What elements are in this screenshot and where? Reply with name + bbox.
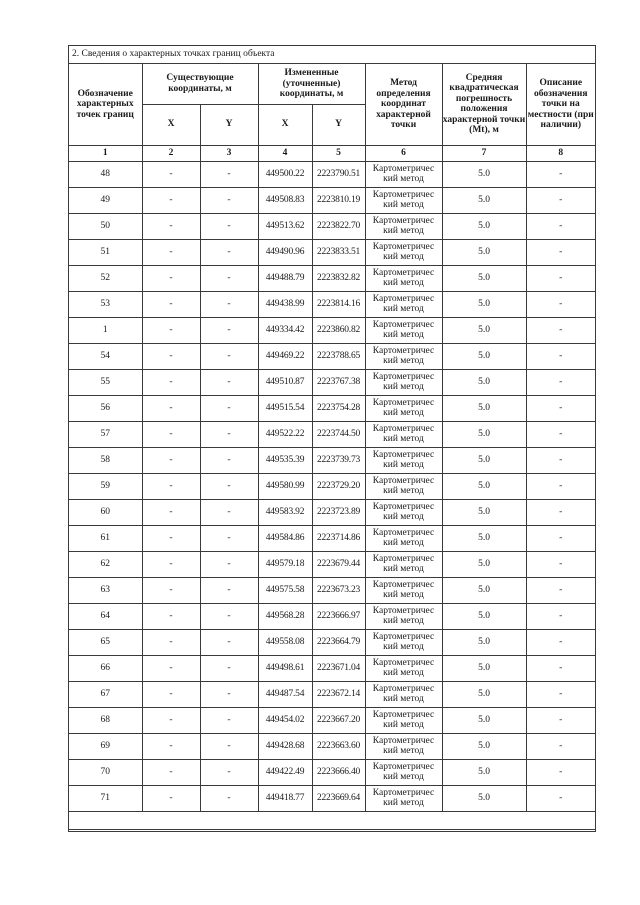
method-cell: Картометричес кий метод <box>365 473 442 499</box>
error-cell: 5.0 <box>442 577 526 603</box>
point-id-cell: 53 <box>69 291 142 317</box>
method-cell: Картометричес кий метод <box>365 577 442 603</box>
existing-x-cell: - <box>142 187 200 213</box>
changed-y-cell: 2223860.82 <box>312 317 365 343</box>
method-cell: Картометричес кий метод <box>365 447 442 473</box>
table-row <box>69 785 595 811</box>
changed-x-cell: 449428.68 <box>258 733 312 759</box>
changed-x-cell: 449454.02 <box>258 707 312 733</box>
existing-y-cell: - <box>200 317 258 343</box>
existing-y-cell: - <box>200 447 258 473</box>
method-cell: Картометричес кий метод <box>365 239 442 265</box>
changed-y-cell: 2223822.70 <box>312 213 365 239</box>
changed-y-cell: 2223739.73 <box>312 447 365 473</box>
table-row <box>69 187 595 213</box>
method-cell: Картометричес кий метод <box>365 161 442 187</box>
changed-y-cell: 2223673.23 <box>312 577 365 603</box>
existing-x-cell: - <box>142 655 200 681</box>
table-row <box>69 577 595 603</box>
point-id-cell: 54 <box>69 343 142 369</box>
existing-y-cell: - <box>200 265 258 291</box>
changed-x-cell: 449575.58 <box>258 577 312 603</box>
existing-x-cell: - <box>142 525 200 551</box>
header-method: Метод определения координат характерной точки <box>365 64 442 145</box>
changed-y-cell: 2223664.79 <box>312 629 365 655</box>
existing-y-cell: - <box>200 681 258 707</box>
changed-y-cell: 2223814.16 <box>312 291 365 317</box>
changed-x-cell: 449488.79 <box>258 265 312 291</box>
error-cell: 5.0 <box>442 447 526 473</box>
description-cell: - <box>526 369 595 395</box>
description-cell: - <box>526 447 595 473</box>
existing-y-cell: - <box>200 655 258 681</box>
method-cell: Картометричес кий метод <box>365 213 442 239</box>
table-row <box>69 343 595 369</box>
changed-y-cell: 2223714.86 <box>312 525 365 551</box>
description-cell: - <box>526 681 595 707</box>
changed-y-cell: 2223663.60 <box>312 733 365 759</box>
method-cell: Картометричес кий метод <box>365 343 442 369</box>
point-id-cell: 1 <box>69 317 142 343</box>
changed-x-cell: 449583.92 <box>258 499 312 525</box>
description-cell: - <box>526 655 595 681</box>
description-cell: - <box>526 161 595 187</box>
existing-y-cell: - <box>200 603 258 629</box>
error-cell: 5.0 <box>442 525 526 551</box>
point-id-cell: 48 <box>69 161 142 187</box>
point-id-cell: 65 <box>69 629 142 655</box>
existing-x-cell: - <box>142 759 200 785</box>
existing-y-cell: - <box>200 187 258 213</box>
method-cell: Картометричес кий метод <box>365 603 442 629</box>
method-cell: Картометричес кий метод <box>365 551 442 577</box>
changed-y-cell: 2223723.89 <box>312 499 365 525</box>
description-cell: - <box>526 239 595 265</box>
existing-y-cell: - <box>200 421 258 447</box>
changed-y-cell: 2223671.04 <box>312 655 365 681</box>
existing-y-cell: - <box>200 395 258 421</box>
error-cell: 5.0 <box>442 733 526 759</box>
section-title: 2. Сведения о характерных точках границ объекта <box>69 46 595 64</box>
blank-row <box>69 811 595 829</box>
changed-y-cell: 2223672.14 <box>312 681 365 707</box>
point-id-cell: 55 <box>69 369 142 395</box>
point-id-cell: 67 <box>69 681 142 707</box>
description-cell: - <box>526 733 595 759</box>
method-cell: Картометричес кий метод <box>365 629 442 655</box>
existing-x-cell: - <box>142 707 200 733</box>
table-row <box>69 707 595 733</box>
table-row <box>69 629 595 655</box>
method-cell: Картометричес кий метод <box>365 785 442 811</box>
changed-y-cell: 2223790.51 <box>312 161 365 187</box>
description-cell: - <box>526 187 595 213</box>
changed-x-cell: 449469.22 <box>258 343 312 369</box>
table-row <box>69 447 595 473</box>
point-id-cell: 51 <box>69 239 142 265</box>
method-cell: Картометричес кий метод <box>365 317 442 343</box>
changed-x-cell: 449513.62 <box>258 213 312 239</box>
point-id-cell: 62 <box>69 551 142 577</box>
existing-y-cell: - <box>200 213 258 239</box>
method-cell: Картометричес кий метод <box>365 265 442 291</box>
column-number: 6 <box>365 145 442 161</box>
changed-y-cell: 2223744.50 <box>312 421 365 447</box>
existing-y-cell: - <box>200 525 258 551</box>
existing-y-cell: - <box>200 785 258 811</box>
table-row <box>69 291 595 317</box>
point-id-cell: 58 <box>69 447 142 473</box>
existing-x-cell: - <box>142 603 200 629</box>
error-cell: 5.0 <box>442 603 526 629</box>
error-cell: 5.0 <box>442 239 526 265</box>
table-row <box>69 499 595 525</box>
description-cell: - <box>526 629 595 655</box>
existing-y-cell: - <box>200 291 258 317</box>
description-cell: - <box>526 577 595 603</box>
header-description: Описание обозначения точки на местности (при наличии) <box>526 64 595 145</box>
point-id-cell: 70 <box>69 759 142 785</box>
existing-y-cell: - <box>200 707 258 733</box>
method-cell: Картометричес кий метод <box>365 707 442 733</box>
changed-x-cell: 449580.99 <box>258 473 312 499</box>
changed-x-cell: 449522.22 <box>258 421 312 447</box>
existing-x-cell: - <box>142 473 200 499</box>
changed-y-cell: 2223669.64 <box>312 785 365 811</box>
error-cell: 5.0 <box>442 499 526 525</box>
table-row <box>69 733 595 759</box>
error-cell: 5.0 <box>442 213 526 239</box>
point-id-cell: 66 <box>69 655 142 681</box>
column-number: 1 <box>69 145 142 161</box>
error-cell: 5.0 <box>442 421 526 447</box>
method-cell: Картометричес кий метод <box>365 369 442 395</box>
method-cell: Картометричес кий метод <box>365 187 442 213</box>
existing-x-cell: - <box>142 213 200 239</box>
table-row <box>69 473 595 499</box>
error-cell: 5.0 <box>442 187 526 213</box>
description-cell: - <box>526 603 595 629</box>
error-cell: 5.0 <box>442 681 526 707</box>
point-id-cell: 61 <box>69 525 142 551</box>
changed-x-cell: 449418.77 <box>258 785 312 811</box>
error-cell: 5.0 <box>442 707 526 733</box>
changed-x-cell: 449515.54 <box>258 395 312 421</box>
description-cell: - <box>526 213 595 239</box>
existing-x-cell: - <box>142 785 200 811</box>
existing-x-cell: - <box>142 265 200 291</box>
point-id-cell: 56 <box>69 395 142 421</box>
existing-y-cell: - <box>200 473 258 499</box>
changed-x-cell: 449579.18 <box>258 551 312 577</box>
existing-y-cell: - <box>200 759 258 785</box>
existing-y-cell: - <box>200 577 258 603</box>
changed-y-cell: 2223754.28 <box>312 395 365 421</box>
description-cell: - <box>526 707 595 733</box>
method-cell: Картометричес кий метод <box>365 421 442 447</box>
existing-y-cell: - <box>200 551 258 577</box>
changed-x-cell: 449438.99 <box>258 291 312 317</box>
method-cell: Картометричес кий метод <box>365 681 442 707</box>
boundary-points-table <box>69 64 595 830</box>
existing-x-cell: - <box>142 733 200 759</box>
changed-y-cell: 2223832.82 <box>312 265 365 291</box>
changed-y-cell: 2223666.97 <box>312 603 365 629</box>
table-row <box>69 551 595 577</box>
existing-x-cell: - <box>142 291 200 317</box>
changed-y-cell: 2223667.20 <box>312 707 365 733</box>
description-cell: - <box>526 473 595 499</box>
error-cell: 5.0 <box>442 551 526 577</box>
blank-cell <box>69 811 595 829</box>
error-cell: 5.0 <box>442 161 526 187</box>
column-number: 4 <box>258 145 312 161</box>
header-existing-y: Y <box>200 104 258 145</box>
point-id-cell: 64 <box>69 603 142 629</box>
error-cell: 5.0 <box>442 759 526 785</box>
changed-x-cell: 449584.86 <box>258 525 312 551</box>
error-cell: 5.0 <box>442 317 526 343</box>
existing-x-cell: - <box>142 239 200 265</box>
table-row <box>69 317 595 343</box>
changed-x-cell: 449334.42 <box>258 317 312 343</box>
error-cell: 5.0 <box>442 265 526 291</box>
description-cell: - <box>526 551 595 577</box>
header-changed-x: X <box>258 104 312 145</box>
method-cell: Картометричес кий метод <box>365 395 442 421</box>
changed-x-cell: 449500.22 <box>258 161 312 187</box>
point-id-cell: 68 <box>69 707 142 733</box>
existing-x-cell: - <box>142 499 200 525</box>
column-number: 3 <box>200 145 258 161</box>
description-cell: - <box>526 421 595 447</box>
header-point: Обозначение характерных точек границ <box>69 64 142 145</box>
existing-x-cell: - <box>142 369 200 395</box>
column-numbers-row <box>69 145 595 161</box>
existing-x-cell: - <box>142 577 200 603</box>
method-cell: Картометричес кий метод <box>365 655 442 681</box>
existing-x-cell: - <box>142 395 200 421</box>
header-existing-coords: Существующие координаты, м <box>142 64 258 104</box>
table-row <box>69 603 595 629</box>
description-cell: - <box>526 343 595 369</box>
changed-y-cell: 2223788.65 <box>312 343 365 369</box>
existing-y-cell: - <box>200 499 258 525</box>
error-cell: 5.0 <box>442 785 526 811</box>
error-cell: 5.0 <box>442 473 526 499</box>
existing-x-cell: - <box>142 161 200 187</box>
table-row <box>69 395 595 421</box>
header-existing-x: X <box>142 104 200 145</box>
changed-x-cell: 449558.08 <box>258 629 312 655</box>
header-changed-coords: Измененные (уточненные) координаты, м <box>258 64 365 104</box>
description-cell: - <box>526 525 595 551</box>
column-number: 5 <box>312 145 365 161</box>
existing-x-cell: - <box>142 421 200 447</box>
description-cell: - <box>526 265 595 291</box>
point-id-cell: 57 <box>69 421 142 447</box>
table-row <box>69 369 595 395</box>
error-cell: 5.0 <box>442 291 526 317</box>
changed-x-cell: 449422.49 <box>258 759 312 785</box>
changed-y-cell: 2223833.51 <box>312 239 365 265</box>
description-cell: - <box>526 785 595 811</box>
point-id-cell: 60 <box>69 499 142 525</box>
existing-y-cell: - <box>200 733 258 759</box>
existing-y-cell: - <box>200 343 258 369</box>
column-number: 2 <box>142 145 200 161</box>
error-cell: 5.0 <box>442 655 526 681</box>
changed-y-cell: 2223767.38 <box>312 369 365 395</box>
description-cell: - <box>526 291 595 317</box>
changed-x-cell: 449510.87 <box>258 369 312 395</box>
point-id-cell: 71 <box>69 785 142 811</box>
method-cell: Картометричес кий метод <box>365 291 442 317</box>
error-cell: 5.0 <box>442 369 526 395</box>
existing-x-cell: - <box>142 551 200 577</box>
existing-y-cell: - <box>200 629 258 655</box>
description-cell: - <box>526 759 595 785</box>
changed-x-cell: 449535.39 <box>258 447 312 473</box>
point-id-cell: 52 <box>69 265 142 291</box>
column-number: 7 <box>442 145 526 161</box>
header-changed-y: Y <box>312 104 365 145</box>
table-row <box>69 421 595 447</box>
existing-x-cell: - <box>142 681 200 707</box>
table-row <box>69 759 595 785</box>
column-number: 8 <box>526 145 595 161</box>
changed-y-cell: 2223666.40 <box>312 759 365 785</box>
existing-x-cell: - <box>142 343 200 369</box>
changed-y-cell: 2223679.44 <box>312 551 365 577</box>
table-row <box>69 655 595 681</box>
changed-x-cell: 449508.83 <box>258 187 312 213</box>
error-cell: 5.0 <box>442 629 526 655</box>
description-cell: - <box>526 499 595 525</box>
method-cell: Картометричес кий метод <box>365 525 442 551</box>
header-error: Средняя квадратическая погрешность положения характерной точки (Mt), м <box>442 64 526 145</box>
existing-x-cell: - <box>142 447 200 473</box>
changed-x-cell: 449487.54 <box>258 681 312 707</box>
description-cell: - <box>526 395 595 421</box>
document-frame <box>68 45 596 832</box>
error-cell: 5.0 <box>442 343 526 369</box>
method-cell: Картометричес кий метод <box>365 733 442 759</box>
method-cell: Картометричес кий метод <box>365 499 442 525</box>
table-row <box>69 239 595 265</box>
changed-y-cell: 2223729.20 <box>312 473 365 499</box>
error-cell: 5.0 <box>442 395 526 421</box>
point-id-cell: 63 <box>69 577 142 603</box>
existing-y-cell: - <box>200 239 258 265</box>
table-row <box>69 525 595 551</box>
table-body <box>69 161 595 829</box>
table-row <box>69 161 595 187</box>
table-row <box>69 213 595 239</box>
method-cell: Картометричес кий метод <box>365 759 442 785</box>
table-row <box>69 681 595 707</box>
point-id-cell: 49 <box>69 187 142 213</box>
existing-y-cell: - <box>200 161 258 187</box>
description-cell: - <box>526 317 595 343</box>
table-row <box>69 265 595 291</box>
point-id-cell: 50 <box>69 213 142 239</box>
changed-x-cell: 449568.28 <box>258 603 312 629</box>
point-id-cell: 59 <box>69 473 142 499</box>
changed-x-cell: 449498.61 <box>258 655 312 681</box>
point-id-cell: 69 <box>69 733 142 759</box>
existing-x-cell: - <box>142 317 200 343</box>
existing-x-cell: - <box>142 629 200 655</box>
changed-x-cell: 449490.96 <box>258 239 312 265</box>
changed-y-cell: 2223810.19 <box>312 187 365 213</box>
existing-y-cell: - <box>200 369 258 395</box>
